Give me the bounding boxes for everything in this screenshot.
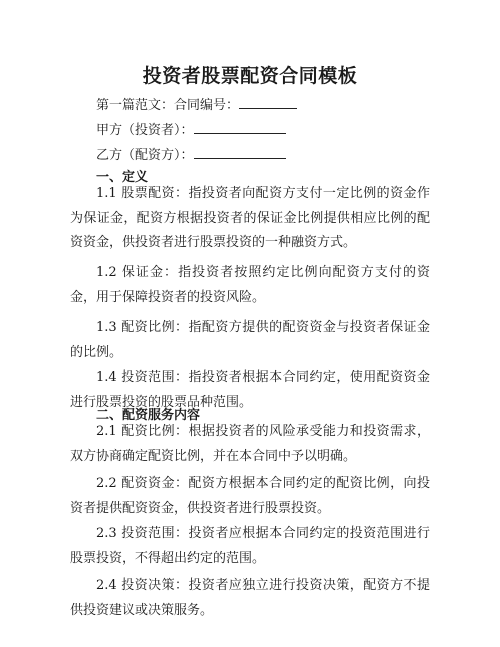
- contract-number-label: 第一篇范文：合同编号：: [96, 98, 240, 113]
- clause-1-4: 1.4 投资范围：指投资者根据本合同约定，使用配资资金进行股票投资的股票品种范围。: [70, 370, 430, 410]
- document-title: 投资者股票配资合同模板: [142, 65, 358, 87]
- clause-1-2: 1.2 保证金：指投资者按照约定比例向配资方支付的资金，用于保障投资者的投资风险。: [70, 265, 430, 305]
- section-heading-definitions: 一、定义: [96, 170, 149, 185]
- clause-2-3: 2.3 投资范围：投资者应根据本合同约定的投资范围进行股票投资，不得超出约定的范围。: [70, 526, 430, 566]
- clause-2-2: 2.2 配资资金：配资方根据本合同约定的配资比例，向投资者提供配资资金，供投资者进行股票投资。: [70, 476, 430, 516]
- party-a-blank: [194, 121, 286, 134]
- party-b-field: [96, 146, 286, 164]
- party-a-field: [96, 121, 286, 139]
- section-heading-services: 二、配资服务内容: [96, 408, 201, 423]
- contract-number-blank: [239, 96, 297, 109]
- clause-2-4: 2.4 投资决策：投资者应独立进行投资决策，配资方不提供投资建议或决策服务。: [70, 578, 430, 618]
- party-a-label: 甲方（投资者）：: [96, 123, 194, 138]
- clause-1-1: 1.1 股票配资：指投资者向配资方支付一定比例的资金作为保证金，配资方根据投资者的保证金比例提供相应比例的配资资金，供投资者进行股票投资的一种融资方式。: [70, 186, 430, 250]
- party-b-label: 乙方（配资方）：: [96, 148, 194, 163]
- party-b-blank: [194, 146, 286, 159]
- contract-number-field: [96, 96, 297, 114]
- clause-2-1: 2.1 配资比例：根据投资者的风险承受能力和投资需求，双方协商确定配资比例，并在本合同中予以明确。: [70, 424, 430, 464]
- clause-1-3: 1.3 配资比例：指配资方提供的配资资金与投资者保证金的比例。: [70, 320, 430, 360]
